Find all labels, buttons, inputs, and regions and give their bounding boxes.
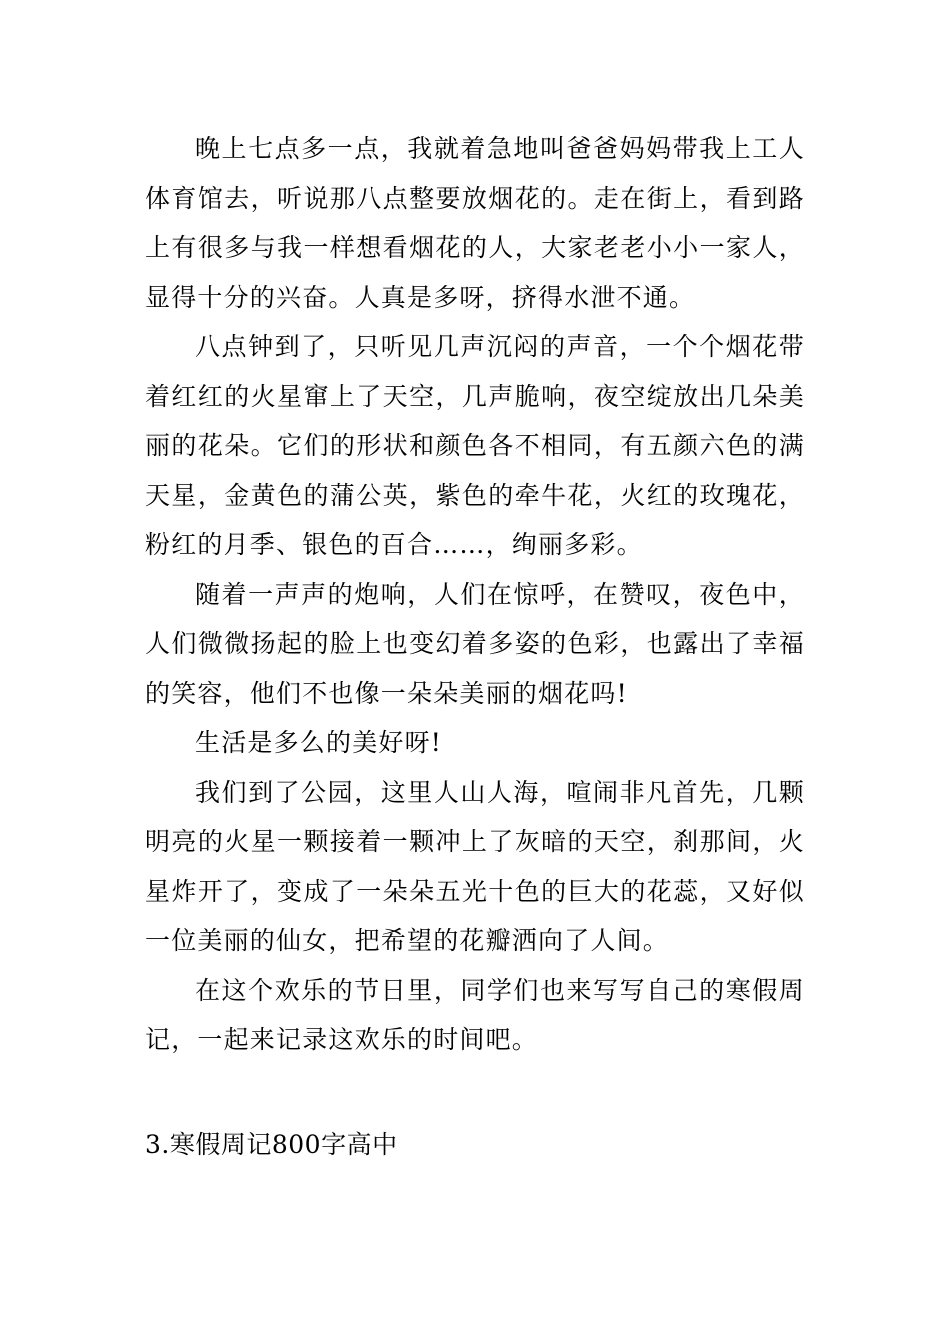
paragraph-1: 晚上七点多一点，我就着急地叫爸爸妈妈带我上工人体育馆去，听说那八点整要放烟花的。走在街上，看到路上有很多与我一样想看烟花的人，大家老老小小一家人，显得十分的兴奋。人真是多呀，挤得水泄不通。 xyxy=(145,134,805,312)
document-body xyxy=(145,124,805,1065)
paragraph-6: 在这个欢乐的节日里，同学们也来写写自己的寒假周记，一起来记录这欢乐的时间吧。 xyxy=(145,975,805,1054)
paragraph-2: 八点钟到了，只听见几声沉闷的声音，一个个烟花带着红红的火星窜上了天空，几声脆响，夜空绽放出几朵美丽的花朵。它们的形状和颜色各不相同，有五颜六色的满天星，金黄色的蒲公英，紫色的牵牛花，火红的玫瑰花，粉红的月季、银色的百合……，绚丽多彩。 xyxy=(145,332,805,559)
paragraph-5: 我们到了公园，这里人山人海，喧闹非凡首先，几颗明亮的火星一颗接着一颗冲上了灰暗的天空，刹那间，火星炸开了，变成了一朵朵五光十色的巨大的花蕊，又好似一位美丽的仙女，把希望的花瓣洒向了人间。 xyxy=(145,777,805,955)
paragraph-3: 随着一声声的炮响，人们在惊呼，在赞叹，夜色中，人们微微扬起的脸上也变幻着多姿的色彩，也露出了幸福的笑容，他们不也像一朵朵美丽的烟花吗! xyxy=(145,579,805,708)
paragraph-4: 生活是多么的美好呀! xyxy=(195,728,443,757)
section-heading: 3.寒假周记800字高中 xyxy=(145,1130,398,1159)
